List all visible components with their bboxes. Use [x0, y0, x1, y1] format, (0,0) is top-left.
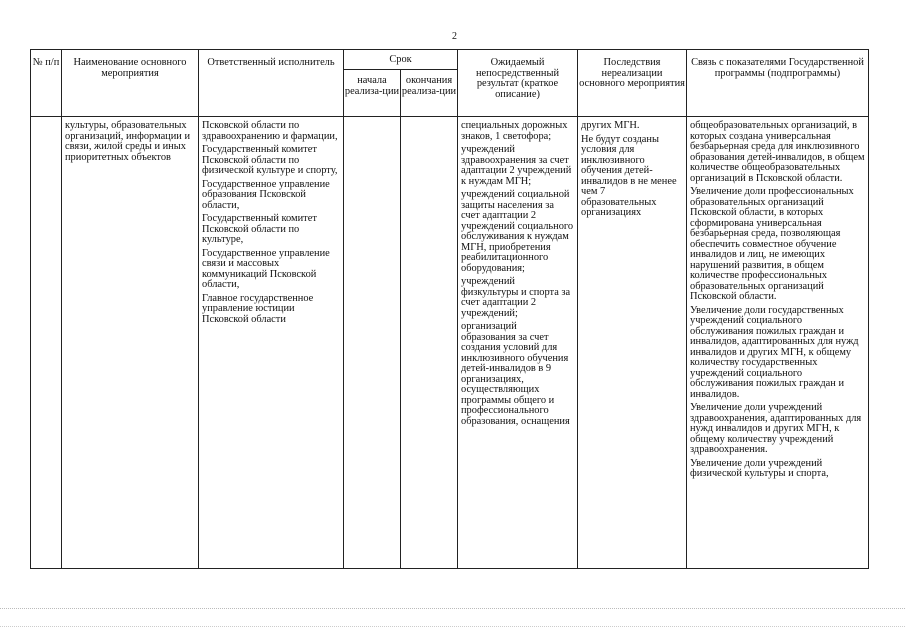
consequence-item: Не будут созданы условия для инклюзивного обучения детей-инвалидов в не менее чем 7 образовательных организациях — [581, 133, 677, 218]
result-item: учреждений здравоохранения за счет адаптации 2 учреждений к нуждам МГН; — [461, 144, 572, 187]
cell-num — [31, 117, 62, 569]
responsible-item: Государственный комитет Псковской области по физической культуре и спорту, — [202, 144, 338, 176]
cell-name: культуры, образовательных организаций, информации и связи, жилой среды и иных приоритетных объектов — [62, 117, 199, 569]
responsible-item: Государственное управление образования Псковской области, — [202, 178, 330, 211]
responsible-item: Государственное управление связи и массовых коммуникаций Псковской области, — [202, 247, 330, 290]
header-start: начала реализа-ции — [344, 70, 401, 117]
result-item: специальных дорожных знаков, 1 светофора; — [461, 120, 568, 142]
header-name: Наименование основного мероприятия — [62, 50, 199, 117]
header-end: окончания реализа-ции — [401, 70, 458, 117]
result-item: организаций образования за счет создания условий для инклюзивного обучения детей-инвалидов в 9 организациях, осуществляющих программы общего и профессионального образования, оснащения — [461, 321, 570, 427]
cell-end — [401, 117, 458, 569]
header-consequences: Последствия нереализации основного мероприятия — [578, 50, 687, 117]
cell-link — [687, 117, 869, 569]
link-item: Увеличение доли профессиональных образовательных организаций Псковской области, в которых сформирована универсальная безбарьерная среда, позволяющая обеспечить совместное обучение инвалидов и лиц, не имеющих нарушений развития, в общем количестве профессиональных образовательных организаций Псковской области. — [690, 186, 854, 302]
header-link: Связь с показателями Государственной программы (подпрограммы) — [687, 50, 869, 117]
header-result: Ожидаемый непосредственный результат (краткое описание) — [458, 50, 578, 117]
link-item: общеобразовательных организаций, в которых создана универсальная безбарьерная среда для инклюзивного образования детей-инвалидов, в общем количестве общеобразовательных организаций в Псковской области. — [690, 120, 865, 184]
scan-artifact-line — [0, 608, 905, 609]
consequence-item: других МГН. — [581, 120, 640, 131]
measures-table — [30, 49, 869, 569]
responsible-item: Псковской области по здравоохранению и фармации, — [202, 120, 338, 142]
header-num: № п/п — [31, 50, 62, 117]
cell-responsible — [199, 117, 344, 569]
cell-start — [344, 117, 401, 569]
link-item: Увеличение доли учреждений здравоохранения, адаптированных для нужд инвалидов и других МГН, к общему количеству учреждений здравоохранения. — [690, 402, 862, 455]
header-term: Срок — [344, 50, 458, 70]
scan-artifact-line — [0, 626, 905, 627]
link-item: Увеличение доли государственных учреждений социального обслуживания пожилых граждан и инвалидов, адаптированных для нужд инвалидов и других МГН, к общему количеству государственных учреждений социального обслуживания пожилых граждан и инвалидов. — [690, 304, 859, 400]
header-row — [31, 50, 869, 70]
cell-result — [458, 117, 578, 569]
page-number: 2 — [452, 31, 457, 42]
responsible-item: Главное государственное управление юстиции Псковской области — [202, 292, 314, 325]
cell-consequences — [578, 117, 687, 569]
responsible-item: Государственный комитет Псковской области по культуре, — [202, 213, 317, 245]
link-item: Увеличение доли учреждений физической культуры и спорта, — [690, 457, 829, 479]
header-responsible: Ответственный исполнитель — [199, 50, 344, 117]
result-item: учреждений социальной защиты населения за счет адаптации 2 учреждений социального обслуживания к нуждам МГН, приобретения реабилитационного оборудования; — [461, 189, 574, 274]
table-row — [31, 117, 869, 569]
result-item: учреждений физкультуры и спорта за счет адаптации 2 учреждений; — [461, 276, 571, 319]
